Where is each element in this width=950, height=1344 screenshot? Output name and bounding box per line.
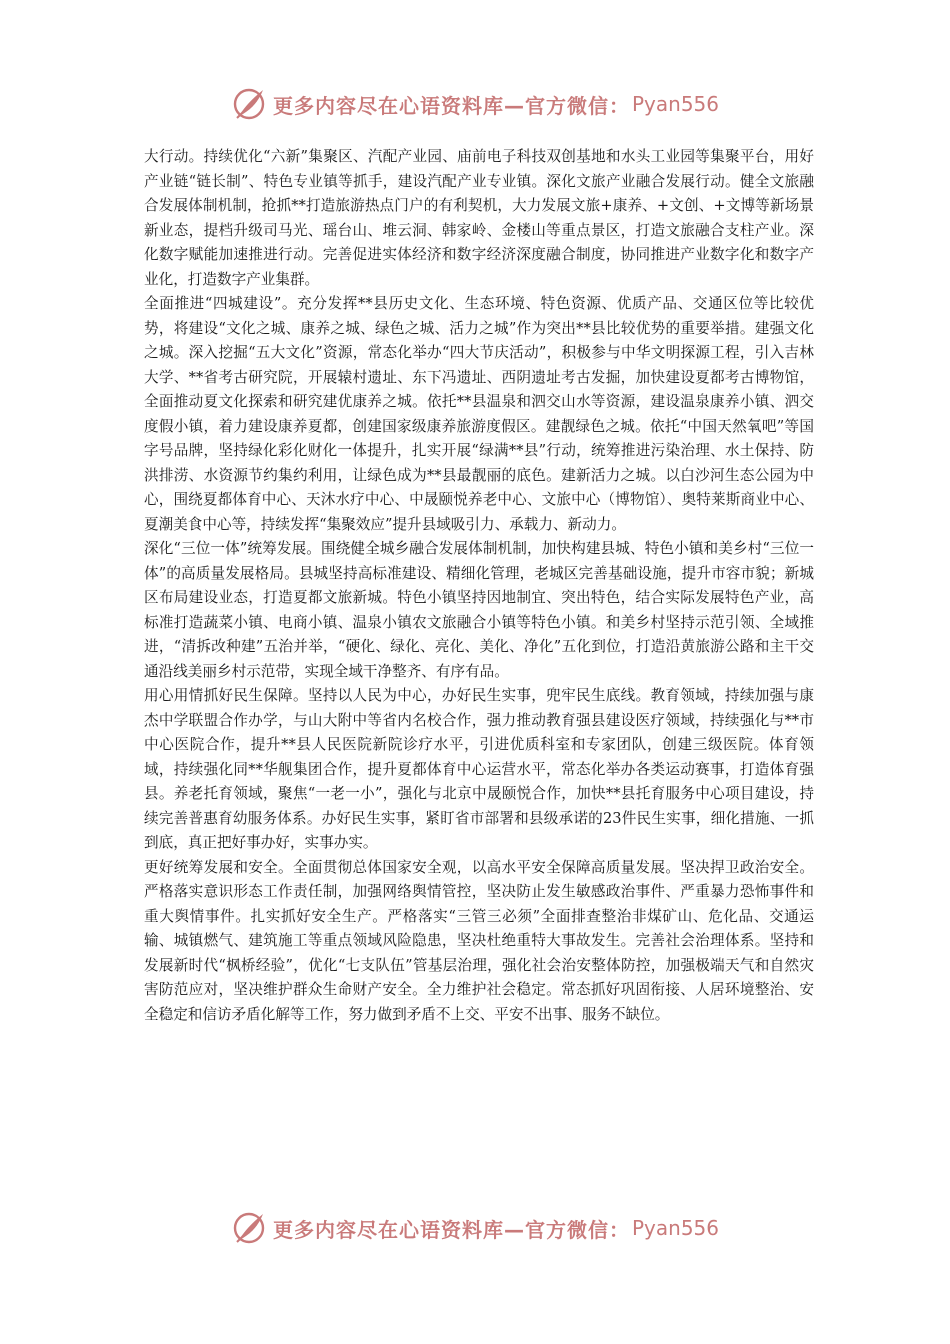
document-body: [144, 145, 814, 1027]
banner-text: 更多内容尽在心语资料库—官方微信：: [272, 93, 630, 118]
paragraph: 更好统筹发展和安全。全面贯彻总体国家安全观，以高水平安全保障高质量发展。坚决捍卫政治安全。严格落实意识形态工作责任制，加强网络舆情管控，坚决防止发生敏感政治事件、严重暴力恐怖事件和重大舆情事件。扎实抓好安全生产。严格落实“三管三必须”全面排查整治非煤矿山、危化品、交通运输、城镇燃气、建筑施工等重点领域风险隐患，坚决杜绝重特大事故发生。完善社会治理体系。坚持和发展新时代“枫桥经验”，优化“七支队伍”管基层治理，强化社会治安整体防控，加强极端天气和自然灾害防范应对，坚决维护群众生命财产安全。全力维护社会稳定。常态抓好巩固衔接、人居环境整治、安全稳定和信访矛盾化解等工作，努力做到矛盾不上交、平安不出事、服务不缺位。: [144, 858, 814, 1023]
quill-logo-icon: [231, 86, 267, 122]
paragraph: 用心用情抓好民生保障。坚持以人民为中心，办好民生实事，兜牢民生底线。教育领域，持续加强与康杰中学联盟合作办学，与山大附中等省内名校合作，强力推动教育强县建设医疗领域，持续强化与**市中心医院合作，提升**县人民医院新院诊疗水平，引进优质科室和专家团队，创建三级医院。体育领域，持续强化同**华舰集团合作，提升夏都体育中心运营水平，常态化举办各类运动赛事，打造体育强县。养老托育领域，聚焦“一老一小”，强化与北京中晟颐悦合作，加快**县托育服务中心项目建设，持续完善普惠育幼服务体系。办好民生实事，紧盯省市部署和县级承诺的23件民生实事，细化措施、一抓到底，真正把好事办好，实事办实。: [144, 687, 814, 851]
footer-banner: [0, 1206, 950, 1250]
quill-logo-icon: [231, 1210, 267, 1246]
paragraph: 深化“三位一体”统筹发展。围绕健全城乡融合发展体制机制，加快构建县城、特色小镇和美乡村“三位一体”的高质量发展格局。县城坚持高标准建设、精细化管理，老城区完善基础设施，提升市容市貌；新城区布局建设业态，打造夏都文旅新城。特色小镇坚持因地制宜、突出特色，结合实际发展特色产业，高标准打造蔬菜小镇、电商小镇、温泉小镇农文旅融合小镇等特色小镇。和美乡村坚持示范引领、全域推进，“清拆改种建”五治并举，“硬化、绿化、亮化、美化、净化”五化到位，打造沿黄旅游公路和主干交通沿线美丽乡村示范带，实现全域干净整齐、有序有品。: [144, 540, 814, 680]
wechat-id: Pyan556: [631, 92, 719, 116]
header-banner: [0, 82, 950, 126]
wechat-id: Pyan556: [631, 1216, 719, 1240]
paragraph: 全面推进“四城建设”。充分发挥**县历史文化、生态环境、特色资源、优质产品、交通区位等比较优势，将建设“文化之城、康养之城、绿色之城、活力之城”作为突出**县比较优势的重要举措。建强文化之城。深入挖掘“五大文化”资源，常态化举办“四大节庆活动”，积极参与中华文明探源工程，引入吉林大学、**省考古研究院，开展辕村遗址、东下冯遗址、西阴遗址考古发掘，加快建设夏都考古博物馆，全面推动夏文化探索和研究建优康养之城。依托**县温泉和泗交山水等资源，建设温泉康养小镇、泗交度假小镇，着力建设康养夏都，创建国家级康养旅游度假区。建靓绿色之城。依托“中国天然氧吧”等国字号品牌，坚持绿化彩化财化一体提升，扎实开展“绿满**县”行动，统筹推进污染治理、水土保持、防洪排涝、水资源节约集约利用，让绿色成为**县最靓丽的底色。建新活力之城。以白沙河生态公园为中心，围绕夏都体育中心、天沐水疗中心、中晟颐悦养老中心、文旅中心（博物馆）、奥特莱斯商业中心、夏潮美食中心等，持续发挥“集聚效应”提升县域吸引力、承载力、新动力。: [144, 295, 814, 533]
banner-text: 更多内容尽在心语资料库—官方微信：: [272, 1217, 630, 1242]
paragraph: 大行动。持续优化“六新”集聚区、汽配产业园、庙前电子科技双创基地和水头工业园等集聚平台，用好产业链“链长制”、特色专业镇等抓手，建设汽配产业专业镇。深化文旅产业融合发展行动。健全文旅融合发展体制机制，抢抓**打造旅游热点门户的有利契机，大力发展文旅+康养、+文创、+文博等新场景新业态，提档升级司马光、瑶台山、堆云洞、韩家岭、金楼山等重点景区，打造文旅融合支柱产业。深化数字赋能加速推进行动。完善促进实体经济和数字经济深度融合制度，协同推进产业数字化和数字产业化，打造数字产业集群。: [144, 148, 814, 288]
